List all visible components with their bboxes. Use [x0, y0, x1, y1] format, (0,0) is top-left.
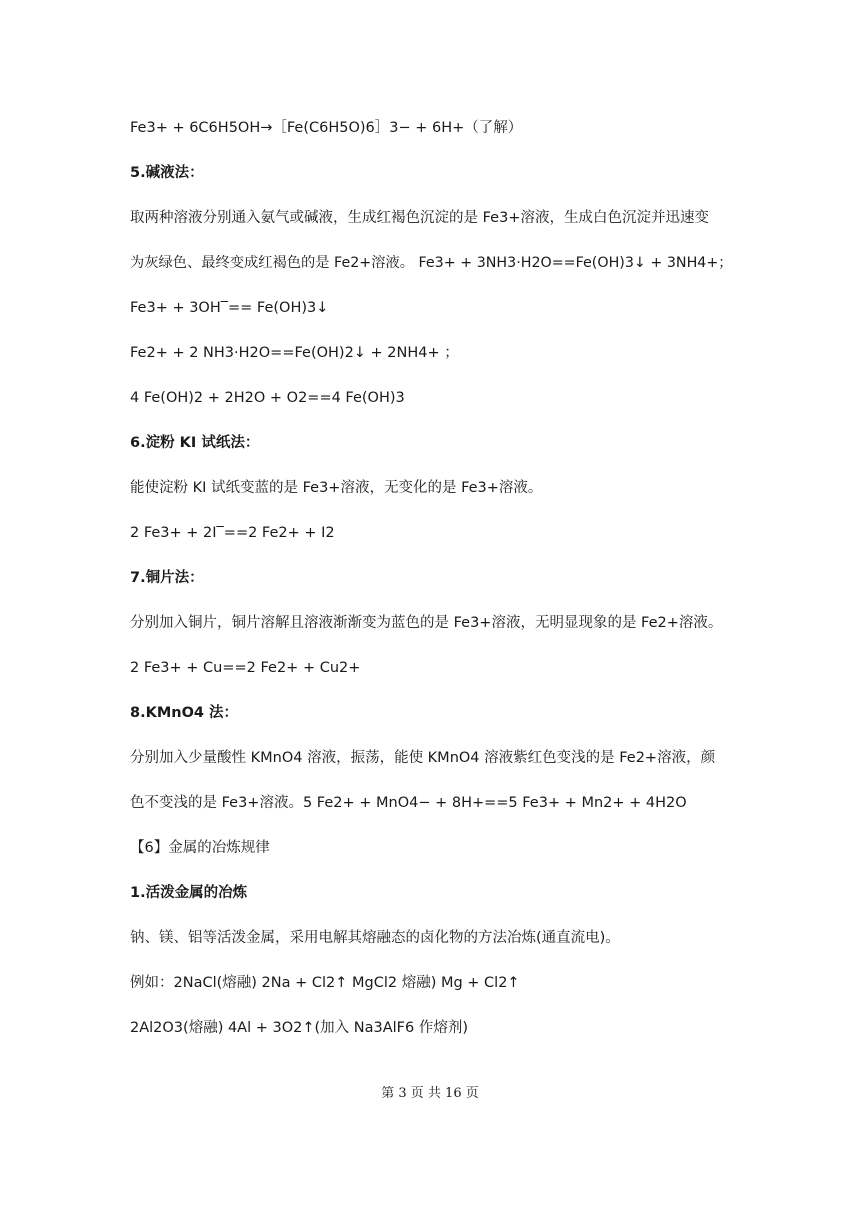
section-heading: 1.活泼金属的冶炼	[130, 885, 248, 901]
chapter-heading: 【6】金属的冶炼规律	[130, 840, 270, 856]
equation-line: Fe3+ + 6C6H5OH→［Fe(C6H5O)6］3− + 6H+（了解）	[130, 120, 523, 136]
equation-line: 4 Fe(OH)2 + 2H2O + O2==4 Fe(OH)3	[130, 390, 405, 406]
paragraph-line: 色不变浅的是 Fe3+溶液。5 Fe2+ + MnO4− + 8H+==5 Fe3+ + Mn2+ + 4H2O	[130, 795, 687, 811]
equation-line: 例如：2NaCl(熔融) 2Na + Cl2↑ MgCl2 熔融) Mg + Cl2↑	[130, 975, 520, 991]
section-heading: 8.KMnO4 法：	[130, 705, 239, 721]
equation-line: 2 Fe3+ + Cu==2 Fe2+ + Cu2+	[130, 660, 361, 676]
paragraph-line: 为灰绿色、最终变成红褐色的是 Fe2+溶液。 Fe3+ + 3NH3·H2O==Fe(OH)3↓ + 3NH4+；	[130, 255, 733, 271]
paragraph-line: 取两种溶液分别通入氨气或碱液，生成红褐色沉淀的是 Fe3+溶液，生成白色沉淀并迅速变	[130, 210, 709, 226]
page-footer: 第 3 页 共 16 页	[381, 1086, 479, 1101]
paragraph-line: 能使淀粉 KI 试纸变蓝的是 Fe3+溶液，无变化的是 Fe3+溶液。	[130, 480, 543, 496]
paragraph-line: 分别加入少量酸性 KMnO4 溶液，振荡，能使 KMnO4 溶液紫红色变浅的是 Fe2+溶液，颜	[130, 750, 716, 766]
equation-line: Fe3+ + 3OH‾== Fe(OH)3↓	[130, 300, 329, 316]
equation-line: Fe2+ + 2 NH3·H2O==Fe(OH)2↓ + 2NH4+ ；	[130, 345, 459, 361]
equation-line: 2Al2O3(熔融) 4Al + 3O2↑(加入 Na3AlF6 作熔剂)	[130, 1020, 469, 1036]
section-heading: 6.淀粉 KI 试纸法：	[130, 435, 260, 451]
paragraph-line: 分别加入铜片，铜片溶解且溶液渐渐变为蓝色的是 Fe3+溶液，无明显现象的是 Fe2+溶液。	[130, 615, 723, 631]
section-heading: 7.铜片法：	[130, 570, 204, 586]
equation-line: 2 Fe3+ + 2I‾==2 Fe2+ + I2	[130, 525, 335, 541]
section-heading: 5.碱液法：	[130, 165, 204, 181]
paragraph-line: 钠、镁、铝等活泼金属，采用电解其熔融态的卤化物的方法冶炼(通直流电)。	[130, 930, 620, 946]
